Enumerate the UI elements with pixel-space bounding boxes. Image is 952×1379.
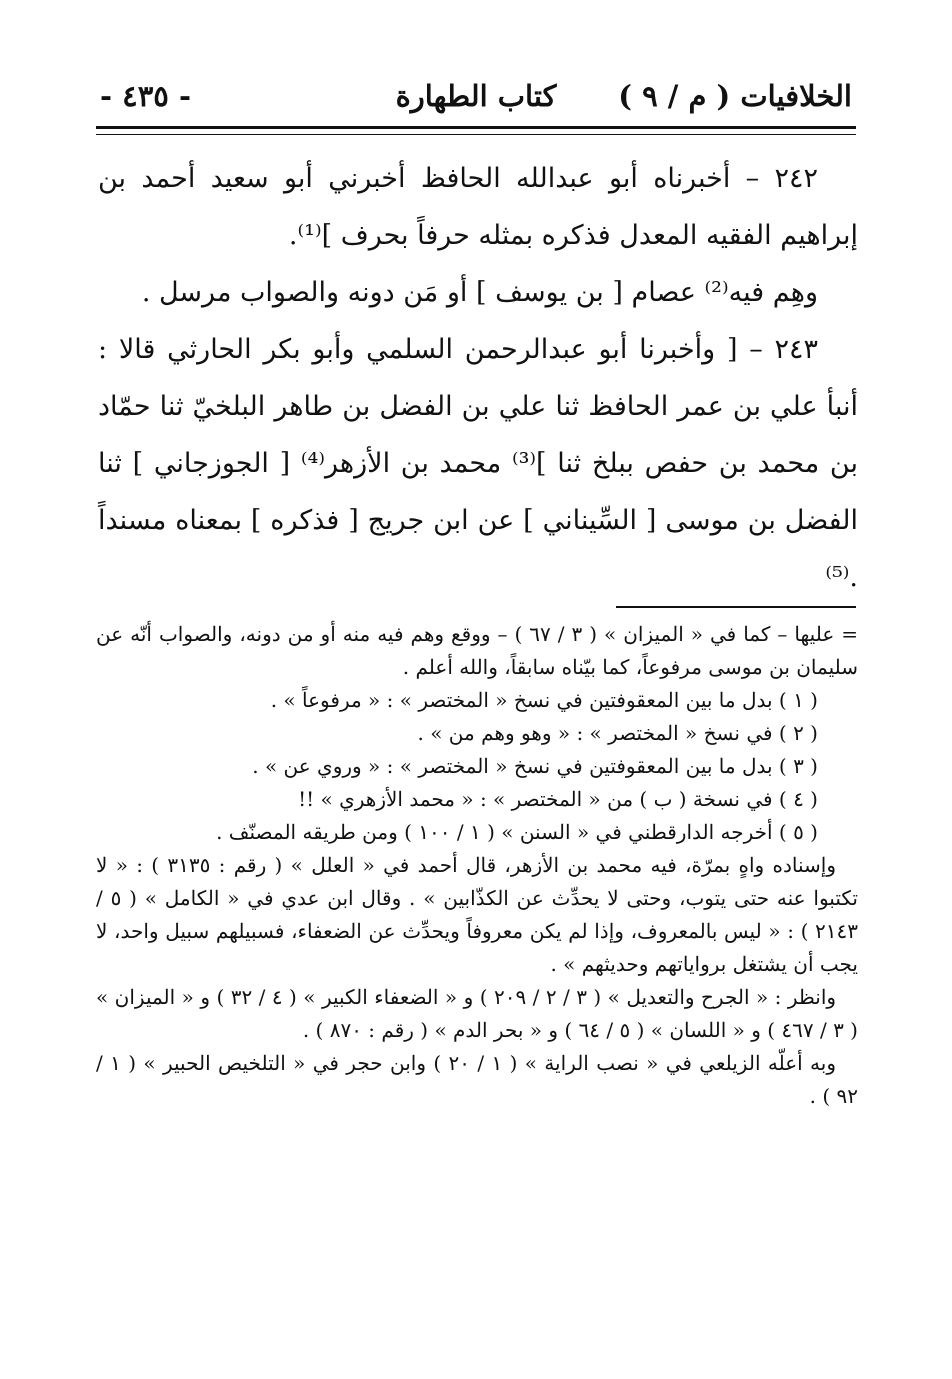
main-text [98, 150, 858, 606]
footnote-3: ( ٣ ) بدل ما بين المعقوفتين في نسخ « المختصر » : « وروي عن » . [252, 754, 818, 778]
footnote-4: ( ٤ ) في نسخة ( ب ) من « المختصر » : « محمد الأزهري » !! [298, 787, 818, 811]
footnotes [96, 618, 858, 1113]
hadith-242: ٢٤٢ – أخبرناه أبو عبدالله الحافظ أخبرني أبو سعيد أحمد بن إبراهيم الفقيه المعدل فذكره بمثله حرفاً بحرف ]⁽¹⁾. [98, 163, 858, 251]
header-rule-thin [96, 134, 856, 135]
footnote-2: ( ٢ ) في نسخ « المختصر » : « وهو وهم من » . [417, 721, 818, 745]
footnote-1: ( ١ ) بدل ما بين المعقوفتين في نسخ « المختصر » : « مرفوعاً » . [270, 688, 818, 712]
commentary-paragraph: وهِم فيه⁽²⁾ عصام [ بن يوسف ] أو مَن دونه والصواب مرسل . [141, 277, 818, 308]
footnote-5-illah: وبه أعلّه الزيلعي في « نصب الراية » ( ١ / ٢٠ ) وابن حجر في « التلخيص الحبير » ( ١ / ٩٢ ) . [96, 1051, 858, 1108]
footnote-continuation: = عليها – كما في « الميزان » ( ٣ / ٦٧ ) – ووقع وهم فيه منه أو من دونه، والصواب أنّه عن سليمان بن موسى مرفوعاً، كما بيّناه سابقاً، والله أعلم . [96, 622, 858, 679]
footnote-5-references: وانظر : « الجرح والتعديل » ( ٣ / ٢ / ٢٠٩ ) و « الضعفاء الكبير » ( ٤ / ٣٢ ) و « الميزان » ( ٣ / ٤٦٧ ) و « اللسان » ( ٥ / ٦٤ ) و « بحر الدم » ( رقم : ٨٧٠ ) . [96, 985, 858, 1042]
footnote-5: ( ٥ ) أخرجه الدارقطني في « السنن » ( ١ / ١٠٠ ) ومن طريقه المصنّف . [216, 820, 818, 844]
chapter-title: كتاب الطهارة [395, 79, 557, 113]
book-title: الخلافيات ( م / ٩ ) [618, 79, 852, 113]
header-rule-thick [96, 126, 856, 129]
footnote-separator [616, 606, 856, 608]
hadith-243: ٢٤٣ – [ وأخبرنا أبو عبدالرحمن السلمي وأبو بكر الحارثي قالا : أنبأ علي بن عمر الحافظ ثنا علي بن الفضل بن طاهر البلخيّ ثنا حمّاد بن محمد بن حفص ببلخ ثنا ]⁽³⁾ محمد بن الأزهر⁽⁴⁾ [ الجوزجاني ] ثنا الفضل بن موسى [ السِّيناني ] عن ابن جريج [ فذكره ] بمعناه مسنداً .⁽⁵⁾ [98, 334, 858, 593]
running-header [100, 74, 852, 118]
footnote-5-isnad: وإسناده واهٍ بمرّة، فيه محمد بن الأزهر، قال أحمد في « العلل » ( رقم : ٣١٣٥ ) : « لا تكتبوا عنه حتى يتوب، وحتى لا يحدِّث عن الكذّابين » . وقال ابن عدي في « الكامل » ( ٥ / ٢١٤٣ ) : « ليس بالمعروف، وإذا لم يكن معروفاً ويحدِّث عن الضعفاء، فسبيلهم سبيل واحد، لا يجب أن يشتغل برواياتهم وحديثهم » . [96, 853, 858, 976]
page-number: - ٤٣٥ - [100, 79, 192, 113]
